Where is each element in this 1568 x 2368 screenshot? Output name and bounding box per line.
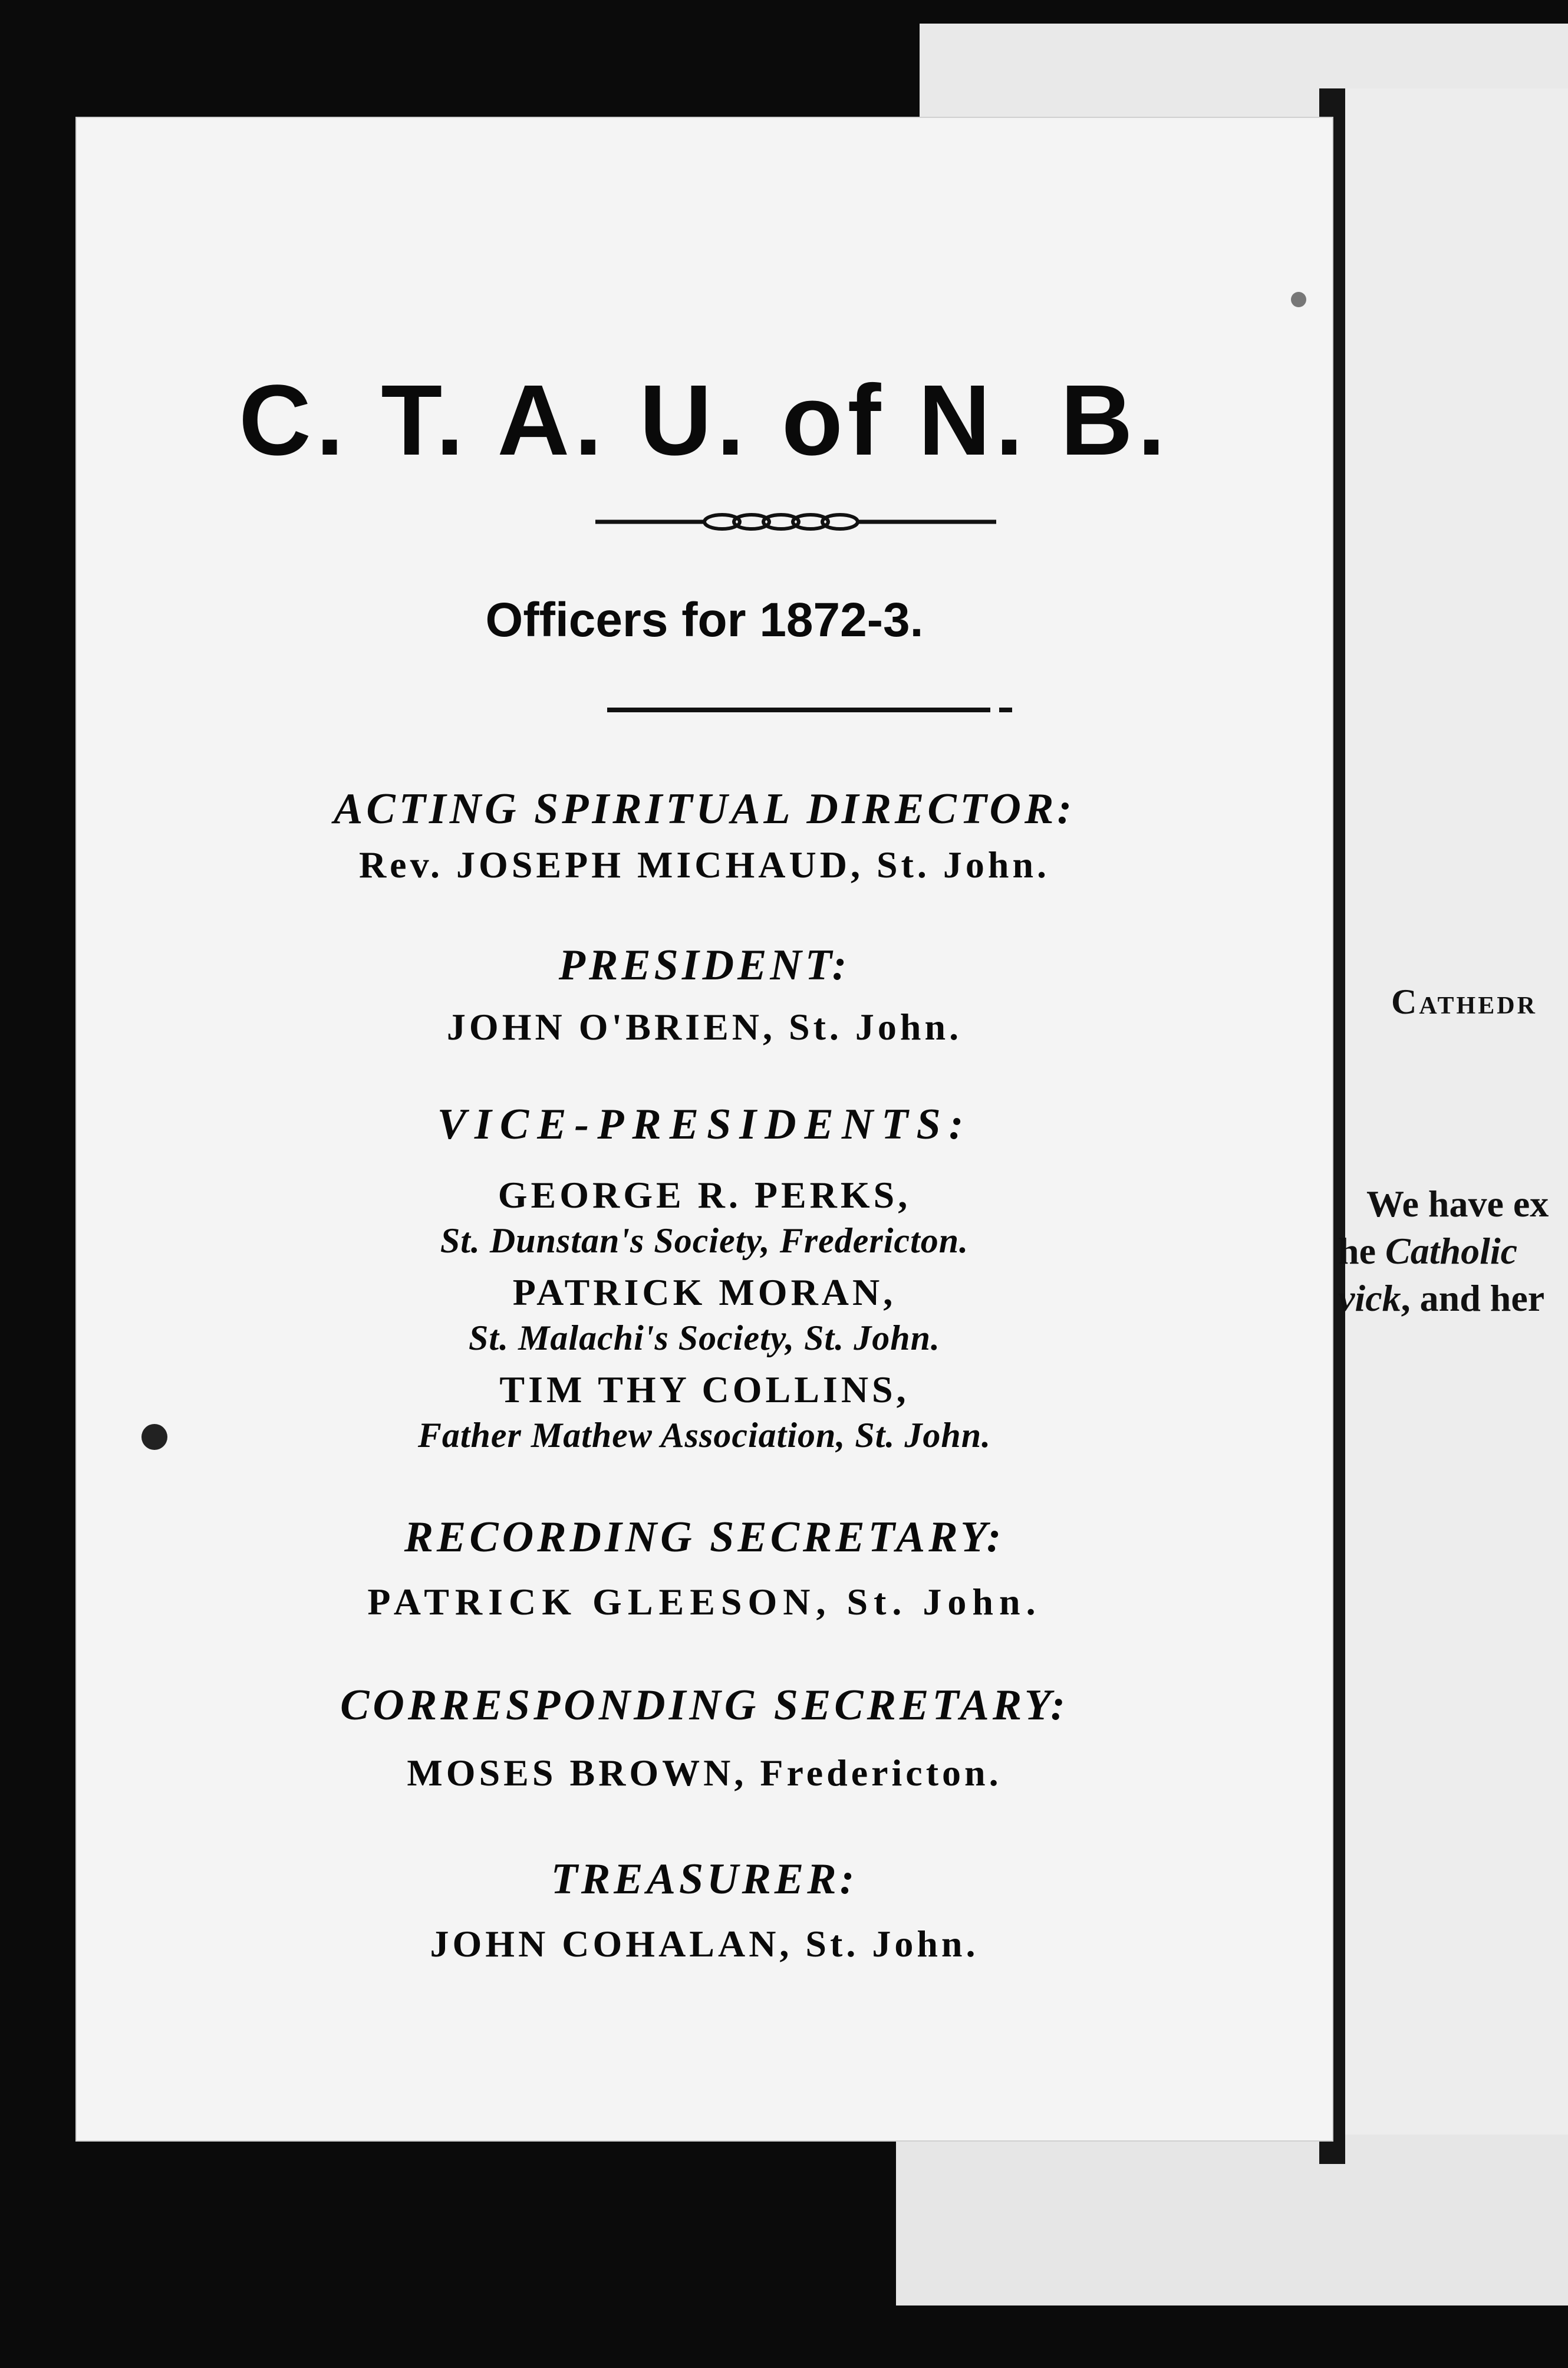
- ink-spot: [141, 1424, 167, 1450]
- adjacent-page: [1323, 88, 1568, 2140]
- adjacent-page-text-line-2: he Catholic: [1338, 1230, 1518, 1272]
- adjacent-page-text-line-1: We have ex: [1366, 1183, 1549, 1225]
- heading-treasurer: TREASURER:: [551, 1855, 858, 1903]
- ink-spot: [1291, 292, 1306, 307]
- name-spiritual-director: Rev. JOSEPH MICHAUD, St. John.: [358, 844, 1050, 886]
- adjacent-page-heading-fragment: Cathedr: [1391, 982, 1537, 1021]
- heading-recording-secretary: RECORDING SECRETARY:: [404, 1513, 1005, 1561]
- divider-rule-end: [999, 708, 1012, 712]
- adjacent-page-text-line-3: vick, and her: [1338, 1277, 1545, 1319]
- name-vice-president-1: GEORGE R. PERKS,: [498, 1174, 911, 1216]
- name-vice-president-2: PATRICK MORAN,: [512, 1271, 897, 1313]
- page-subtitle: Officers for 1872-3.: [485, 593, 924, 647]
- name-corresponding-secretary: MOSES BROWN, Fredericton.: [407, 1752, 1002, 1794]
- heading-spiritual-director: ACTING SPIRITUAL DIRECTOR:: [334, 785, 1075, 833]
- officers-page: [77, 118, 1332, 2140]
- name-vice-president-3: TIM THY COLLINS,: [499, 1369, 910, 1410]
- divider-rule: [607, 708, 990, 712]
- name-president: JOHN O'BRIEN, St. John.: [446, 1006, 963, 1048]
- heading-vice-presidents: VICE-PRESIDENTS:: [437, 1100, 972, 1149]
- name-treasurer: JOHN COHALAN, St. John.: [430, 1923, 979, 1965]
- heading-president: PRESIDENT:: [558, 941, 851, 989]
- society-vice-president-3: Father Mathew Association, St. John.: [417, 1416, 991, 1455]
- name-recording-secretary: PATRICK GLEESON, St. John.: [367, 1581, 1042, 1623]
- page-title: C. T. A. U. of N. B.: [239, 364, 1170, 476]
- heading-corresponding-secretary: CORRESPONDING SECRETARY:: [340, 1681, 1069, 1729]
- society-vice-president-2: St. Malachi's Society, St. John.: [469, 1318, 940, 1357]
- ornamental-rule: [595, 510, 996, 534]
- background-sheet-bottom: [896, 2135, 1568, 2305]
- society-vice-president-1: St. Dunstan's Society, Fredericton.: [440, 1221, 969, 1260]
